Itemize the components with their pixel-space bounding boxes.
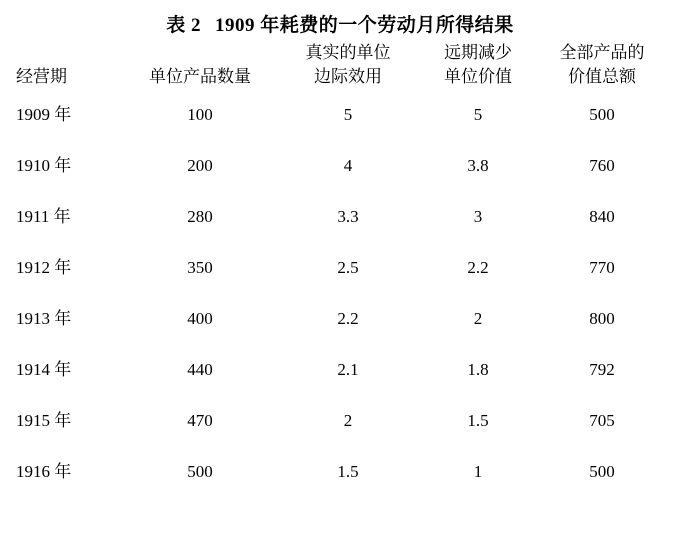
table-row bbox=[16, 191, 664, 242]
column-header-quantity: 单位产品数量 bbox=[149, 67, 251, 87]
cell-total-value: 840 bbox=[589, 207, 615, 227]
cell-period: 1913 年 bbox=[16, 309, 72, 329]
cell-period: 1915 年 bbox=[16, 411, 72, 431]
cell-marginal-utility: 2.2 bbox=[337, 309, 359, 329]
table-caption: 1909 年耗费的一个劳动月所得结果 bbox=[215, 15, 514, 36]
cell-quantity: 440 bbox=[187, 360, 213, 380]
table-row bbox=[16, 446, 664, 497]
cell-forward-unit-value: 3 bbox=[473, 207, 483, 227]
cell-period: 1911 年 bbox=[16, 207, 71, 227]
column-header-marginal-utility: 真实的单位 边际效用 bbox=[305, 43, 391, 87]
table-row bbox=[16, 344, 664, 395]
table-row bbox=[16, 242, 664, 293]
cell-period: 1916 年 bbox=[16, 462, 72, 482]
results-table bbox=[16, 41, 664, 497]
cell-forward-unit-value: 2.2 bbox=[467, 258, 489, 278]
cell-quantity: 500 bbox=[187, 462, 213, 482]
table-row bbox=[16, 140, 664, 191]
table-row bbox=[16, 395, 664, 446]
cell-total-value: 500 bbox=[589, 105, 615, 125]
cell-marginal-utility: 1.5 bbox=[337, 462, 359, 482]
cell-period: 1912 年 bbox=[16, 258, 72, 278]
header-row bbox=[16, 41, 664, 89]
table-row bbox=[16, 89, 664, 140]
cell-total-value: 705 bbox=[589, 411, 615, 431]
cell-period: 1914 年 bbox=[16, 360, 72, 380]
cell-marginal-utility: 3.3 bbox=[337, 207, 359, 227]
cell-total-value: 800 bbox=[589, 309, 615, 329]
cell-quantity: 100 bbox=[187, 105, 213, 125]
column-header-forward-unit-value: 远期减少 单位价值 bbox=[444, 43, 512, 87]
cell-forward-unit-value: 1 bbox=[473, 462, 483, 482]
cell-quantity: 470 bbox=[187, 411, 213, 431]
cell-marginal-utility: 5 bbox=[343, 105, 353, 125]
cell-quantity: 400 bbox=[187, 309, 213, 329]
document-page bbox=[0, 10, 680, 550]
column-header-total-value: 全部产品的 价值总额 bbox=[559, 43, 645, 87]
table-body bbox=[16, 89, 664, 497]
cell-marginal-utility: 4 bbox=[343, 156, 353, 176]
cell-total-value: 792 bbox=[589, 360, 615, 380]
cell-total-value: 760 bbox=[589, 156, 615, 176]
table-title bbox=[0, 10, 680, 37]
table-number: 表 2 bbox=[166, 15, 201, 36]
cell-forward-unit-value: 1.8 bbox=[467, 360, 489, 380]
cell-marginal-utility: 2.1 bbox=[337, 360, 359, 380]
cell-forward-unit-value: 2 bbox=[473, 309, 483, 329]
cell-quantity: 280 bbox=[187, 207, 213, 227]
cell-marginal-utility: 2 bbox=[343, 411, 353, 431]
cell-period: 1909 年 bbox=[16, 105, 72, 125]
cell-period: 1910 年 bbox=[16, 156, 72, 176]
column-header-period: 经营期 bbox=[16, 67, 67, 87]
cell-total-value: 500 bbox=[589, 462, 615, 482]
cell-quantity: 350 bbox=[187, 258, 213, 278]
table-header bbox=[16, 41, 664, 89]
cell-forward-unit-value: 5 bbox=[473, 105, 483, 125]
cell-quantity: 200 bbox=[187, 156, 213, 176]
table-row bbox=[16, 293, 664, 344]
cell-forward-unit-value: 1.5 bbox=[467, 411, 489, 431]
cell-marginal-utility: 2.5 bbox=[337, 258, 359, 278]
cell-forward-unit-value: 3.8 bbox=[467, 156, 489, 176]
cell-total-value: 770 bbox=[589, 258, 615, 278]
